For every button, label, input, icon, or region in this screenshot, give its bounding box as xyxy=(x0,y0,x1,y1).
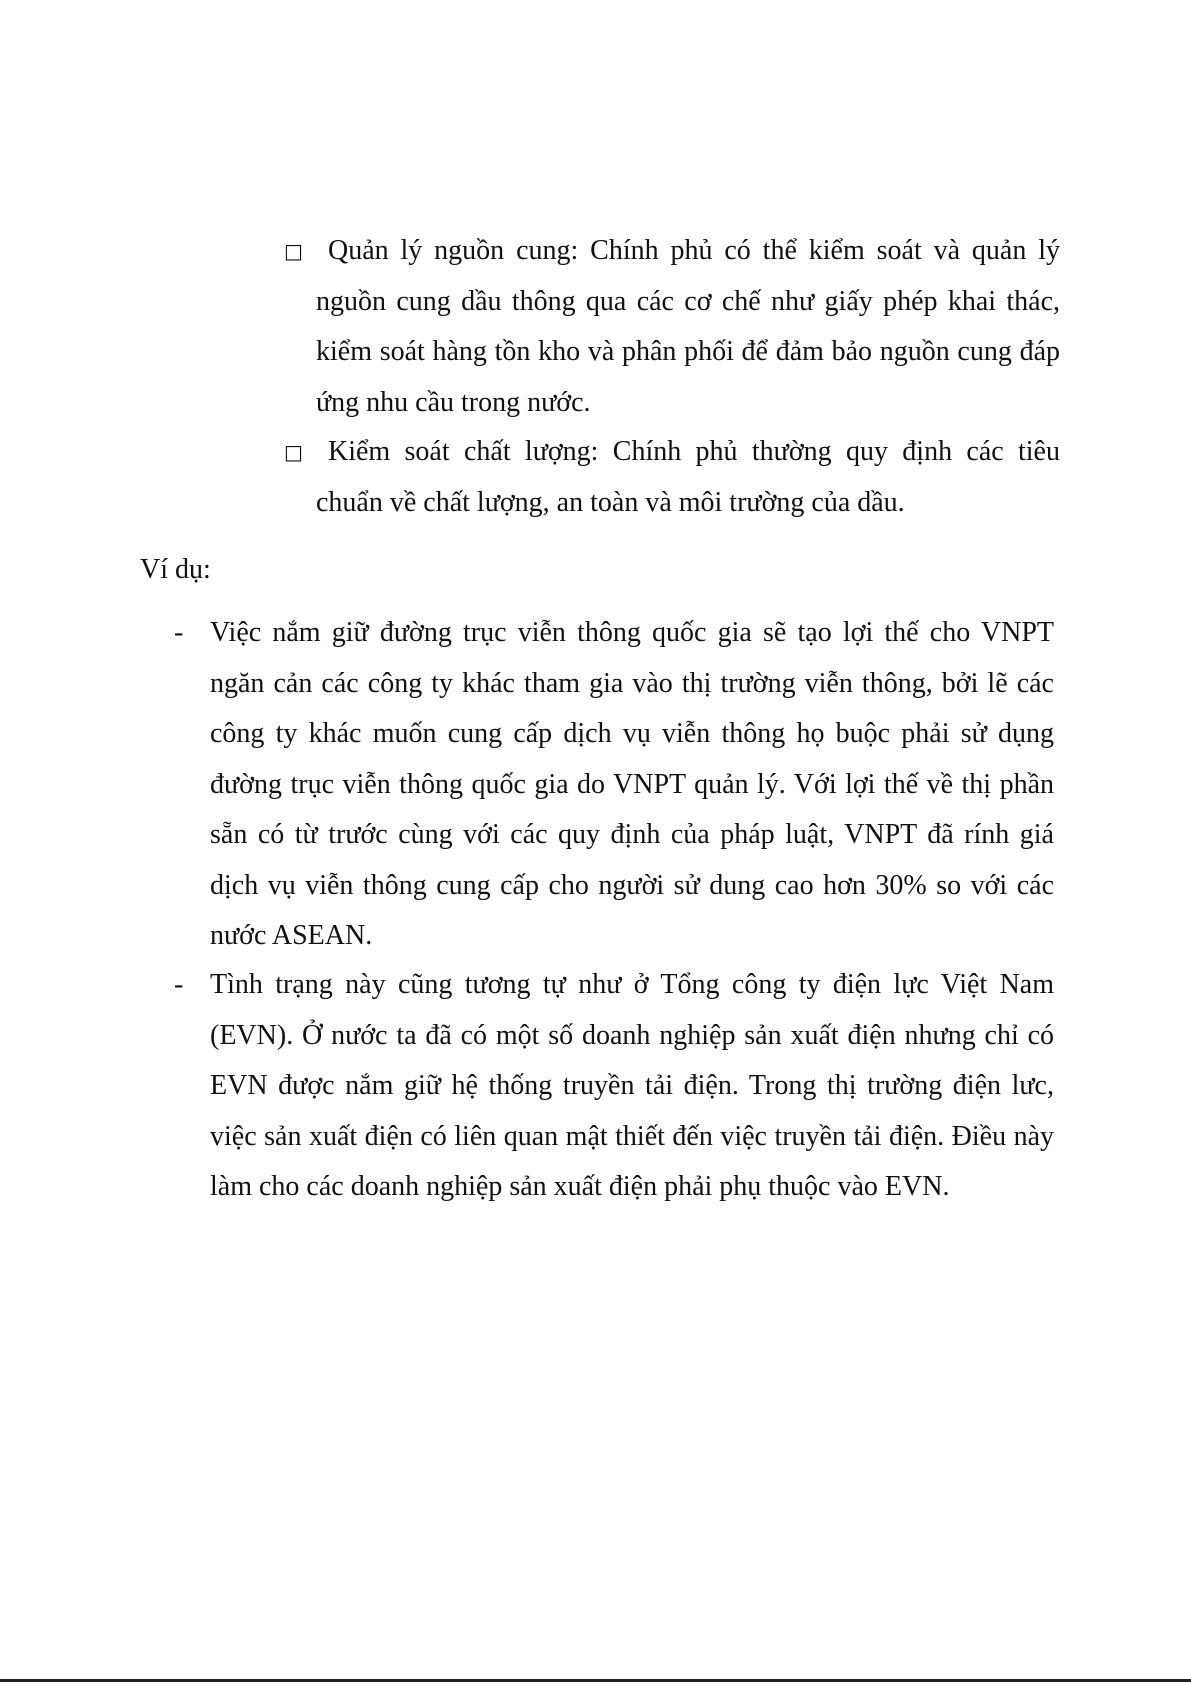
bullet-text: Kiểm soát chất lượng: Chính phủ thường quy định các tiêu chuẩn về chất lượng, an toàn và môi trường của dầu. xyxy=(316,436,1060,518)
example-heading: Ví dụ: xyxy=(140,554,211,585)
example-item-evn xyxy=(174,960,1054,1213)
bullet-item-supply xyxy=(284,226,1060,428)
dash-marker: - xyxy=(174,969,184,1000)
bullet-text: Quản lý nguồn cung: Chính phủ có thể kiểm soát và quản lý nguồn cung dầu thông qua các cơ chế như giấy phép khai thác, kiểm soát hàng tồn kho và phân phối để đảm bảo nguồn cung đáp ứng nhu cầu trong nước. xyxy=(316,235,1060,418)
example-item-vnpt xyxy=(174,608,1054,962)
dash-marker: - xyxy=(174,617,184,648)
bullet-marker-icon: □ xyxy=(284,239,303,263)
bullet-item-quality xyxy=(284,427,1060,528)
page-bottom-rule xyxy=(0,1679,1191,1682)
example-text: Việc nắm giữ đường trục viễn thông quốc gia sẽ tạo lợi thế cho VNPT ngăn cản các công ty khác tham gia vào thị trường viễn thông, bởi lẽ các công ty khác muốn cung cấp dịch vụ viễn thông họ buộc phải sử dụng đường trục viễn thông quốc gia do VNPT quản lý. Với lợi thế về thị phần sẵn có từ trước cùng với các quy định của pháp luật, VNPT đã rính giá dịch vụ viễn thông cung cấp cho người sử dung cao hơn 30% so với các nước ASEAN. xyxy=(210,617,1054,951)
example-text: Tình trạng này cũng tương tự như ở Tổng công ty điện lực Việt Nam (EVN). Ở nước ta đã có một số doanh nghiệp sản xuất điện nhưng chỉ có EVN được nắm giữ hệ thống truyền tải điện. Trong thị trường điện lưc, việc sản xuất điện có liên quan mật thiết đến việc truyền tải điện. Điều này làm cho các doanh nghiệp sản xuất điện phải phụ thuộc vào EVN. xyxy=(210,969,1054,1202)
bullet-marker-icon: □ xyxy=(284,440,303,464)
